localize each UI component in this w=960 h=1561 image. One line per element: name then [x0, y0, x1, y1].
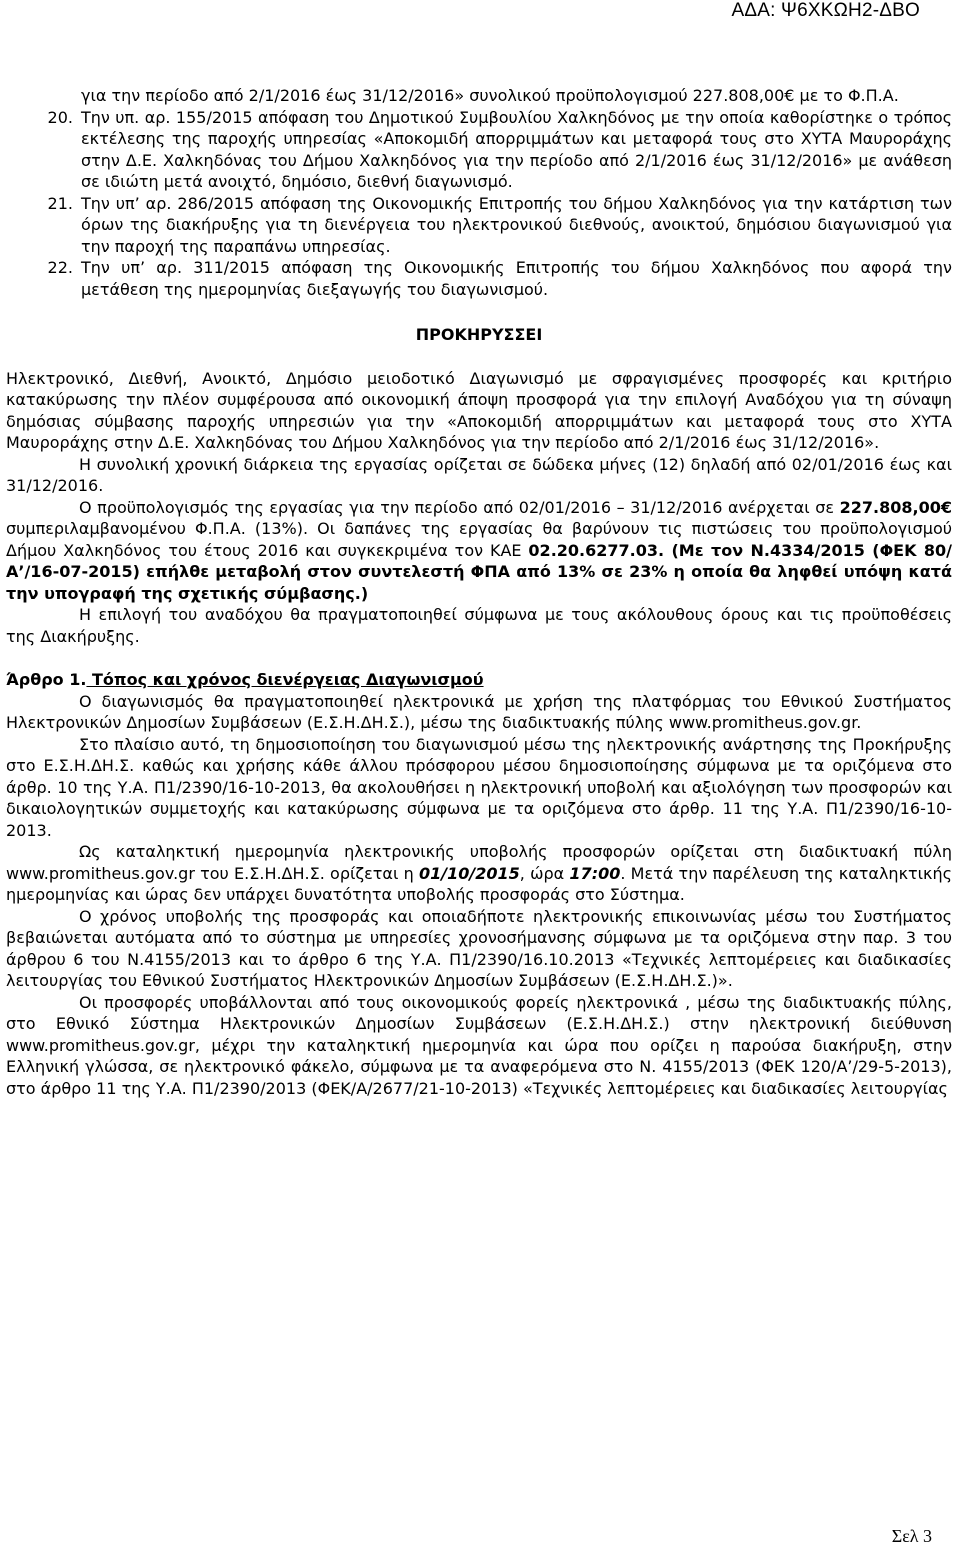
budget-text-cont: συμπεριλαμβανομένου Φ.Π.Α. (13%). Οι δαπάνες της εργασίας θα βαρύνουν τις πιστώσεις του προϋπολογισμού Δήμου Χαλκηδόνος του έτους 2016 και συγκεκριμένα τον ΚΑΕ: [6, 519, 952, 560]
budget-text: Ο προϋπολογισμός της εργασίας για την περίοδο από 02/01/2016 – 31/12/2016 ανέρχεται σε: [79, 497, 840, 517]
proclamation-title: ΠΡΟΚΗΡΥΣΣΕΙ: [415, 325, 543, 344]
deadline-text: Ως καταληκτική ημερομηνία ηλεκτρονικής υποβολής προσφορών ορίζεται στη διαδικτυακή πύλη www.promitheus.gov.gr του Ε.Σ.Η.ΔΗ.Σ. ορίζεται η: [6, 842, 952, 883]
list-item-20: [6, 107, 952, 193]
article-1-paragraph-publication: Στο πλαίσιο αυτό, τη δημοσιοποίηση του διαγωνισμού μέσω της ηλεκτρονικής ανάρτησης της Προκήρυξης στο Ε.Σ.Η.ΔΗ.Σ. καθώς και χρήσης κάθε άλλου πρόσφορου μέσου δημοσιοποίησης σύμφωνα με τα οριζόμενα στο άρθρ. 10 της Υ.Α. Π1/2390/16-10-2013, θα ακολουθήσει η ηλεκτρονική υποβολή και αξιολόγηση των προσφορών και δικαιολογητικών συμμετοχής και κατακύρωσης σύμφωνα με τα οριζόμενα στο άρθρ. 11 της Υ.Α. Π1/2390/16-10-2013.: [6, 734, 952, 840]
list-item-text: Την υπ. αρ. 155/2015 απόφαση του Δημοτικού Συμβουλίου Χαλκηδόνος με την οποία καθορίστηκε ο τρόπος εκτέλεσης της παροχής υπηρεσίας «Αποκομιδή απορριμμάτων και μεταφορά τους στο ΧΥΤΑ Μαυροράχης στην Δ.Ε. Χαλκηδόνας του Δήμου Χαλκηδόνος για την περίοδο από 2/1/2016 έως 31/12/2016» με ανάθεση σε ιδιώτη μετά ανοιχτό, δημόσιο, διεθνή διαγωνισμό.: [81, 107, 952, 191]
document-page: [6, 85, 952, 1099]
list-number: 20.: [47, 107, 73, 127]
article-1-paragraph-platform: Ο διαγωνισμός θα πραγματοποιηθεί ηλεκτρονικά με χρήση της πλατφόρμας του Εθνικού Συστήματος Ηλεκτρονικών Δημοσίων Συμβάσεων (Ε.Σ.Η.ΔΗ.Σ.), μέσω της διαδικτυακής πύλης www.promitheus.gov.gr.: [6, 691, 952, 732]
article-1-paragraph-submission: Οι προσφορές υποβάλλονται από τους οικονομικούς φορείς ηλεκτρονικά , μέσω της διαδικτυακής πύλης, στο Εθνικό Σύστημα Ηλεκτρονικών Δημοσίων Συμβάσεων (Ε.Σ.Η.ΔΗ.Σ.) στην ηλεκτρονική διεύθυνση www.promitheus.gov.gr, μέχρι την καταληκτική ημερομηνία και ώρα που ορίζει η παρούσα διακήρυξη, στην Ελληνική γλώσσα, σε ηλεκτρονικό φάκελο, σύμφωνα με τα αναφερόμενα στο Ν. 4155/2013 (ΦΕΚ 120/Α’/29-5-2013), στο άρθρο 11 της Υ.Α. Π1/2390/2013 (ΦΕΚ/Α/2677/21-10-2013) «Τεχνικές λεπτομέρειες και διαδικασίες λειτουργίας: [6, 992, 952, 1098]
list-item-19-continuation: [6, 85, 952, 107]
list-item-text: για την περίοδο από 2/1/2016 έως 31/12/2016» συνολικού προϋπολογισμού 227.808,00€ με το Φ.Π.Α.: [81, 86, 899, 105]
article-1-paragraph-timestamp: Ο χρόνος υποβολής της προσφοράς και οποιαδήποτε ηλεκτρονικής επικοινωνίας μέσω του Συστήματος βεβαιώνεται αυτόματα από το σύστημα με υπηρεσίες χρονοσήμανσης σύμφωνα με τα οριζόμενα στην παρ. 3 του άρθρου 6 του Ν.4155/2013 και το άρθρο 6 της Υ.Α. Π1/2390/16.10.2013 «Τεχνικές λεπτομέρειες και διαδικασίες λειτουργίας του Εθνικού Συστήματος Ηλεκτρονικών Δημοσίων Συμβάσεων (Ε.Σ.Η.ΔΗ.Σ.)».: [6, 906, 952, 990]
article-label: Άρθρο 1.: [6, 670, 87, 689]
budget-kae-note: 02.20.6277.03. (Με τον Ν.4334/2015 (ΦΕΚ 80/Α’/16-07-2015) επήλθε μεταβολή στον συντελεστή ΦΠΑ από 13% σε 23% η οποία θα ληφθεί υπόψη κατά την υπογραφή της σχετικής σύμβασης.): [6, 540, 953, 603]
list-number: 21.: [47, 193, 73, 213]
body-paragraph-tender: Ηλεκτρονικό, Διεθνή, Ανοικτό, Δημόσιο μειοδοτικό Διαγωνισμό με σφραγισμένες προσφορές και κριτήριο κατακύρωσης την πλέον συμφέρουσα από οικονομική άποψη προσφορά για την επιλογή Αναδόχου για τη σύναψη δημόσιας σύμβασης παροχής υπηρεσιών για την «Αποκομιδή απορριμμάτων και μεταφορά τους στο ΧΥΤΑ Μαυροράχης στην Δ.Ε. Χαλκηδόνας του Δήμου Χαλκηδόνος για την περίοδο από 2/1/2016 έως 31/12/2016».: [6, 368, 952, 452]
article-title: Τόπος και χρόνος διενέργειας Διαγωνισμού: [86, 670, 484, 689]
ada-code: ΑΔΑ: Ψ6ΧΚΩΗ2-ΔΒΟ: [731, 0, 920, 21]
body-paragraph-selection: Η επιλογή του αναδόχου θα πραγματοποιηθεί σύμφωνα με τους ακόλουθους όρους και τις προϋποθέσεις της Διακήρυξης.: [6, 605, 952, 646]
deadline-text-cont: . Μετά την παρέλευση της καταληκτικής ημερομηνίας και ώρας δεν υπάρχει δυνατότητα υποβολής προσφοράς στο Σύστημα.: [6, 863, 953, 904]
deadline-time: 17:00: [569, 863, 621, 883]
list-number: 22.: [47, 258, 73, 277]
body-paragraph-duration: Η συνολική χρονική διάρκεια της εργασίας ορίζεται σε δώδεκα μήνες (12) δηλαδή από 02/01/2016 έως και 31/12/2016.: [6, 454, 952, 495]
deadline-date: 01/10/2015: [419, 863, 520, 883]
list-item-text: Την υπ’ αρ. 286/2015 απόφαση της Οικονομικής Επιτροπής του δήμου Χαλκηδόνος για την κατάρτιση των όρων της διακήρυξης για τη διενέργεια του ηλεκτρονικού διεθνούς, ανοικτού, δημόσιου διαγωνισμού για την παροχή της παραπάνω υπηρεσίας.: [81, 193, 952, 256]
page-number: Σελ 3: [891, 1526, 932, 1546]
budget-amount: 227.808,00€: [839, 497, 952, 517]
list-item-21: [6, 193, 952, 258]
article-1-paragraph-deadline: [6, 841, 952, 906]
body-paragraph-budget: [6, 497, 952, 605]
article-1-heading: [6, 669, 952, 691]
list-item-22: [6, 257, 952, 300]
list-item-text: Την υπ’ αρ. 311/2015 απόφαση της Οικονομικής Επιτροπής του δήμου Χαλκηδόνος που αφορά την μετάθεση της ημερομηνίας διεξαγωγής του διαγωνισμού.: [81, 258, 952, 299]
deadline-text-time: , ώρα: [519, 863, 570, 883]
